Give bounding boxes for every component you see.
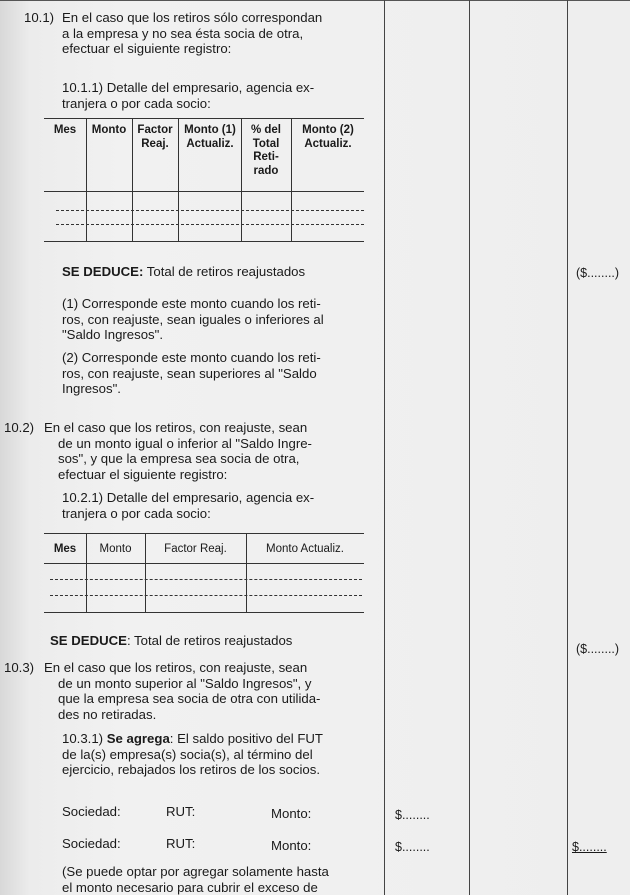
rut-label: RUT: [166,836,196,851]
subsection-text [62,731,382,778]
subsection-text [62,490,382,521]
table-row [56,224,364,225]
table-col-divider [241,118,242,241]
text-line [62,731,382,747]
monto-amount[interactable]: $........ [395,808,430,822]
column-divider-1 [384,0,385,895]
table-col-divider [291,118,292,241]
table-top-rule [44,118,364,119]
text-line: tranjera o por cada socio: [62,95,211,111]
section-text [44,420,374,482]
section-number: 10.1) [24,10,55,25]
text-line: En el caso que los retiros, con reajuste, sean [44,420,308,435]
text-line: que la empresa sea socia de otra con utilida- [58,691,321,706]
text-line: En el caso que los retiros sólo correspondan [62,10,323,25]
text-line: "Saldo Ingresos". [62,327,163,342]
sub-prefix: 10.3.1) [62,731,107,746]
text-line: 10.1.1) Detalle del empresario, agencia ex- [62,80,315,95]
table-top-rule [44,533,364,534]
text-line: (Se puede optar por agregar solamente hasta [62,864,329,879]
sociedad-label: Sociedad: [62,836,121,851]
section-text [44,660,374,722]
footnote-2 [62,350,382,397]
table-col-divider [132,118,133,241]
deduce-label: SE DEDUCE: [62,264,144,279]
text-line: efectuar el siguiente registro: [58,466,228,482]
text-line: de un monto superior al "Saldo Ingresos", y [58,675,312,691]
sociedad-label: Sociedad: [62,804,121,819]
table-row [56,210,364,211]
column-divider-3 [567,0,568,895]
text-line: ros, con reajuste, sean iguales o inferiores al [62,311,324,327]
text-line: efectuar el siguiente registro: [62,41,232,56]
subsection-text [62,80,382,111]
table-row [50,579,362,580]
footnote-1 [62,296,382,343]
text-line: (2) Corresponde este monto cuando los reti- [62,350,321,365]
column-header: Factor Reaj. [137,124,173,150]
monto-label: Monto: [271,806,312,821]
column-header: % del Total Reti- rado [250,124,282,177]
sub-bold: Se agrega [106,731,170,746]
table-col-divider [178,118,179,241]
table-row [50,595,362,596]
text-line: el monto necesario para cubrir el exceso de [62,879,318,895]
total-amount[interactable]: $........ [572,840,607,854]
column-header: Mes [53,124,77,136]
deduce-text: Total de retiros reajustados [146,264,306,279]
column-header: Monto [99,543,132,555]
text-line: Ingresos". [62,381,121,396]
column-divider-2 [469,0,470,895]
deduce-label: SE DEDUCE [50,633,127,648]
text-line: sos", y que la empresa sea socia de otra, [58,451,300,466]
table-bottom-rule [44,612,364,613]
text-line: a la empresa y no sea ésta socia de otra, [62,25,304,41]
monto-label: Monto: [271,838,312,853]
deduce-line [62,264,305,280]
text-line: ejercicio, rebajados los retiros de los socios. [62,762,321,777]
deduce-line [50,633,292,649]
column-header: Monto (2) Actualiz. [302,124,354,150]
column-header: Monto [91,124,127,136]
text-line: En el caso que los retiros, con reajuste, sean [44,660,308,675]
text-line: tranjera o por cada socio: [62,505,211,521]
table-header-rule [44,563,364,564]
column-header: Monto Actualiz. [266,543,344,555]
deduce-text: : Total de retiros reajustados [126,633,293,648]
text-line: ros, con reajuste, sean superiores al "Saldo [62,365,317,381]
text-line: de un monto igual o inferior al "Saldo Ingre- [58,435,312,451]
column-header: Mes [53,543,77,555]
text-line: (1) Corresponde este monto cuando los reti- [62,296,321,311]
monto-amount[interactable]: $........ [395,840,430,854]
deduce-amount: ($........) [576,642,620,656]
text-line: de la(s) empresa(s) socia(s), al término del [62,746,313,762]
deduce-amount: ($........) [576,266,620,280]
option-note [62,864,382,895]
table-header-rule [44,191,364,192]
column-header: Factor Reaj. [164,543,227,555]
text-line: des no retiradas. [58,706,157,722]
sub-rest: : El saldo positivo del FUT [169,731,323,746]
column-header: Monto (1) Actualiz. [184,124,236,150]
section-number: 10.3) [4,660,35,675]
rut-label: RUT: [166,804,196,819]
text-line: 10.2.1) Detalle del empresario, agencia ex- [62,490,315,505]
section-text [62,10,382,57]
top-rule [0,0,630,1]
section-number: 10.2) [4,420,35,435]
table-bottom-rule [44,241,364,242]
